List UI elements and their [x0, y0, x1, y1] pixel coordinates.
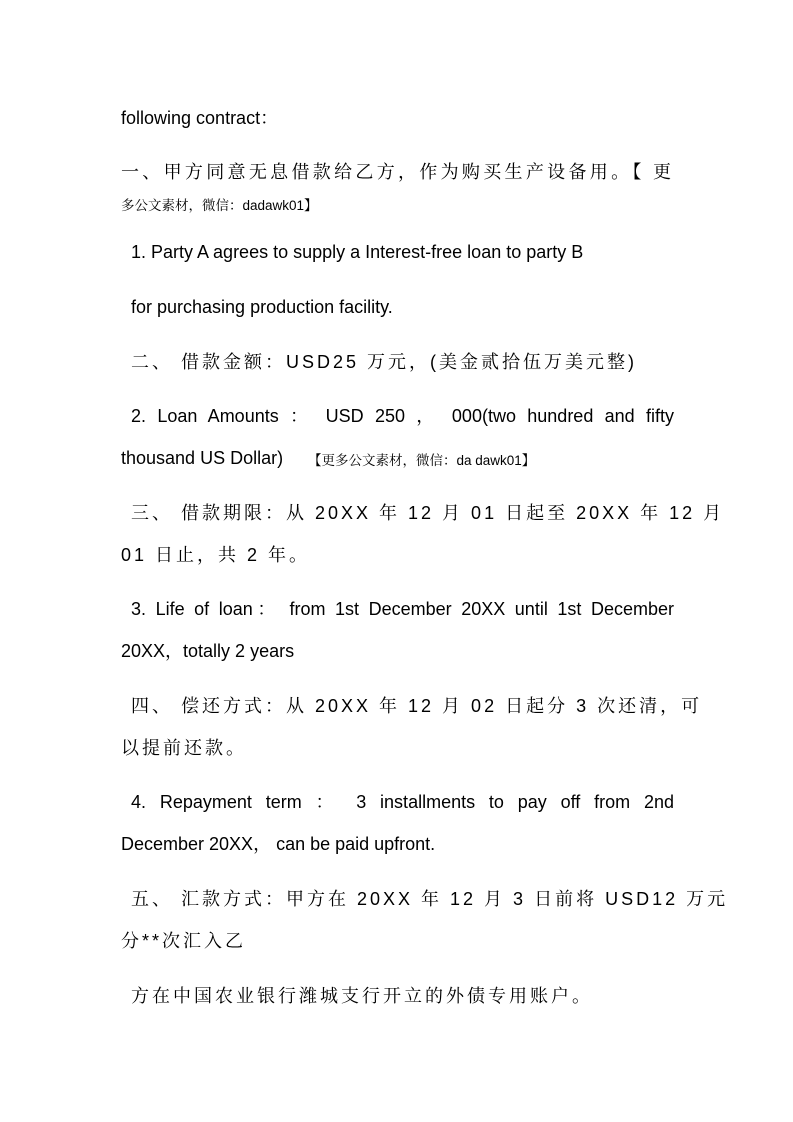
- clause-5-zh-line-2: 分**次汇入乙: [121, 931, 247, 951]
- clause-2-en-line-2: thousand US Dollar): [121, 448, 284, 468]
- clause-4-zh-line-2: 以提前还款。: [121, 738, 247, 758]
- clause-3-en-line-2: 20XX，totally 2 years: [121, 641, 295, 661]
- clause-3-en-line-1: 3. Life of loan： from 1st December 20XX until 1st December: [131, 599, 674, 619]
- clause-3-zh-line-2: 01 日止，共 2 年。: [121, 545, 311, 565]
- clause-1-en-line-1: 1. Party A agrees to supply a Interest-free loan to party B: [131, 242, 584, 262]
- clause-2-en-line-1: 2. Loan Amounts ： USD 250 ， 000(two hundred and fifty: [131, 406, 674, 426]
- watermark-note-2: 【更多公文素材，微信：da dawk01】: [308, 453, 536, 468]
- clause-4-en-line-2: December 20XX， can be paid upfront.: [121, 834, 436, 854]
- clause-4-en-line-1: 4. Repayment term ： 3 installments to pay off from 2nd: [131, 792, 674, 812]
- clause-2-zh: 二、 借款金额：USD25 万元，(美金贰拾伍万美元整): [131, 352, 638, 372]
- paragraph-intro: following contract：: [121, 108, 279, 128]
- clause-1-en-line-2: for purchasing production facility.: [131, 297, 393, 317]
- clause-3-zh-line-1: 三、 借款期限：从 20XX 年 12 月 01 日起至 20XX 年 12 月: [131, 503, 725, 523]
- watermark-note-1: 多公文素材，微信：dadawk01】: [121, 198, 318, 213]
- clause-5-zh-line-3: 方在中国农业银行潍城支行开立的外债专用账户。: [131, 986, 593, 1006]
- clause-1-zh: 一、甲方同意无息借款给乙方，作为购买生产设备用。【 更: [121, 162, 674, 182]
- clause-5-zh-line-1: 五、 汇款方式：甲方在 20XX 年 12 月 3 日前将 USD12 万元: [131, 889, 729, 909]
- clause-4-zh-line-1: 四、 偿还方式：从 20XX 年 12 月 02 日起分 3 次还清，可: [131, 696, 703, 716]
